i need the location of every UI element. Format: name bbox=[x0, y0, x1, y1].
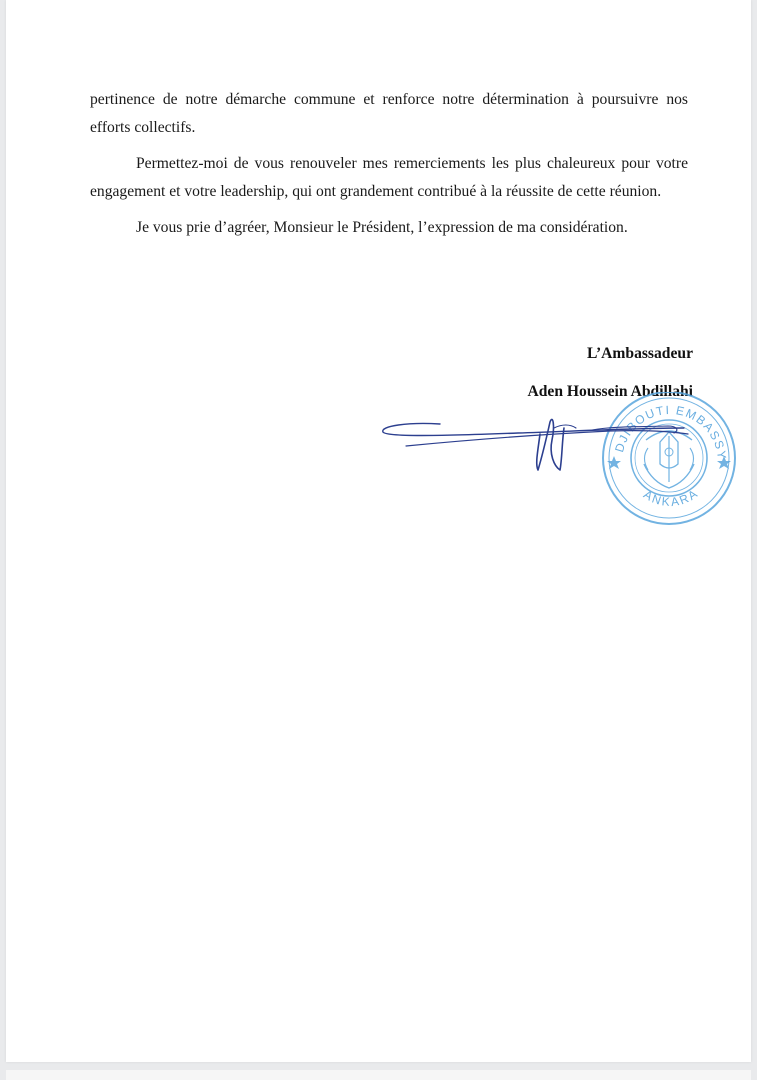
signatory-title: L’Ambassadeur bbox=[586, 345, 693, 362]
paragraph-continuation: pertinence de notre démarche commune et renforce notre détermination à poursuivre nos efforts collectifs. bbox=[90, 91, 688, 136]
handwritten-signature bbox=[378, 400, 708, 480]
stamp-text-bottom: ANKARA bbox=[641, 485, 702, 510]
stamp-text-top: DJIBOUTI EMBASSY bbox=[612, 402, 730, 462]
paragraph-salutation: Je vous prie d’agréer, Monsieur le Président, l’expression de ma considération. bbox=[136, 219, 628, 236]
paragraph-thanks: Permettez-moi de vous renouveler mes remerciements les plus chaleureux pour votre engagement et votre leadership, qui ont grandement contribué à la réussite de cette réunion. bbox=[90, 155, 688, 200]
letter-body bbox=[90, 86, 688, 250]
next-page-edge bbox=[6, 1070, 751, 1080]
svg-text:ANKARA bbox=[641, 486, 701, 509]
signatory-name: Aden Houssein Abdillahi bbox=[527, 383, 693, 400]
